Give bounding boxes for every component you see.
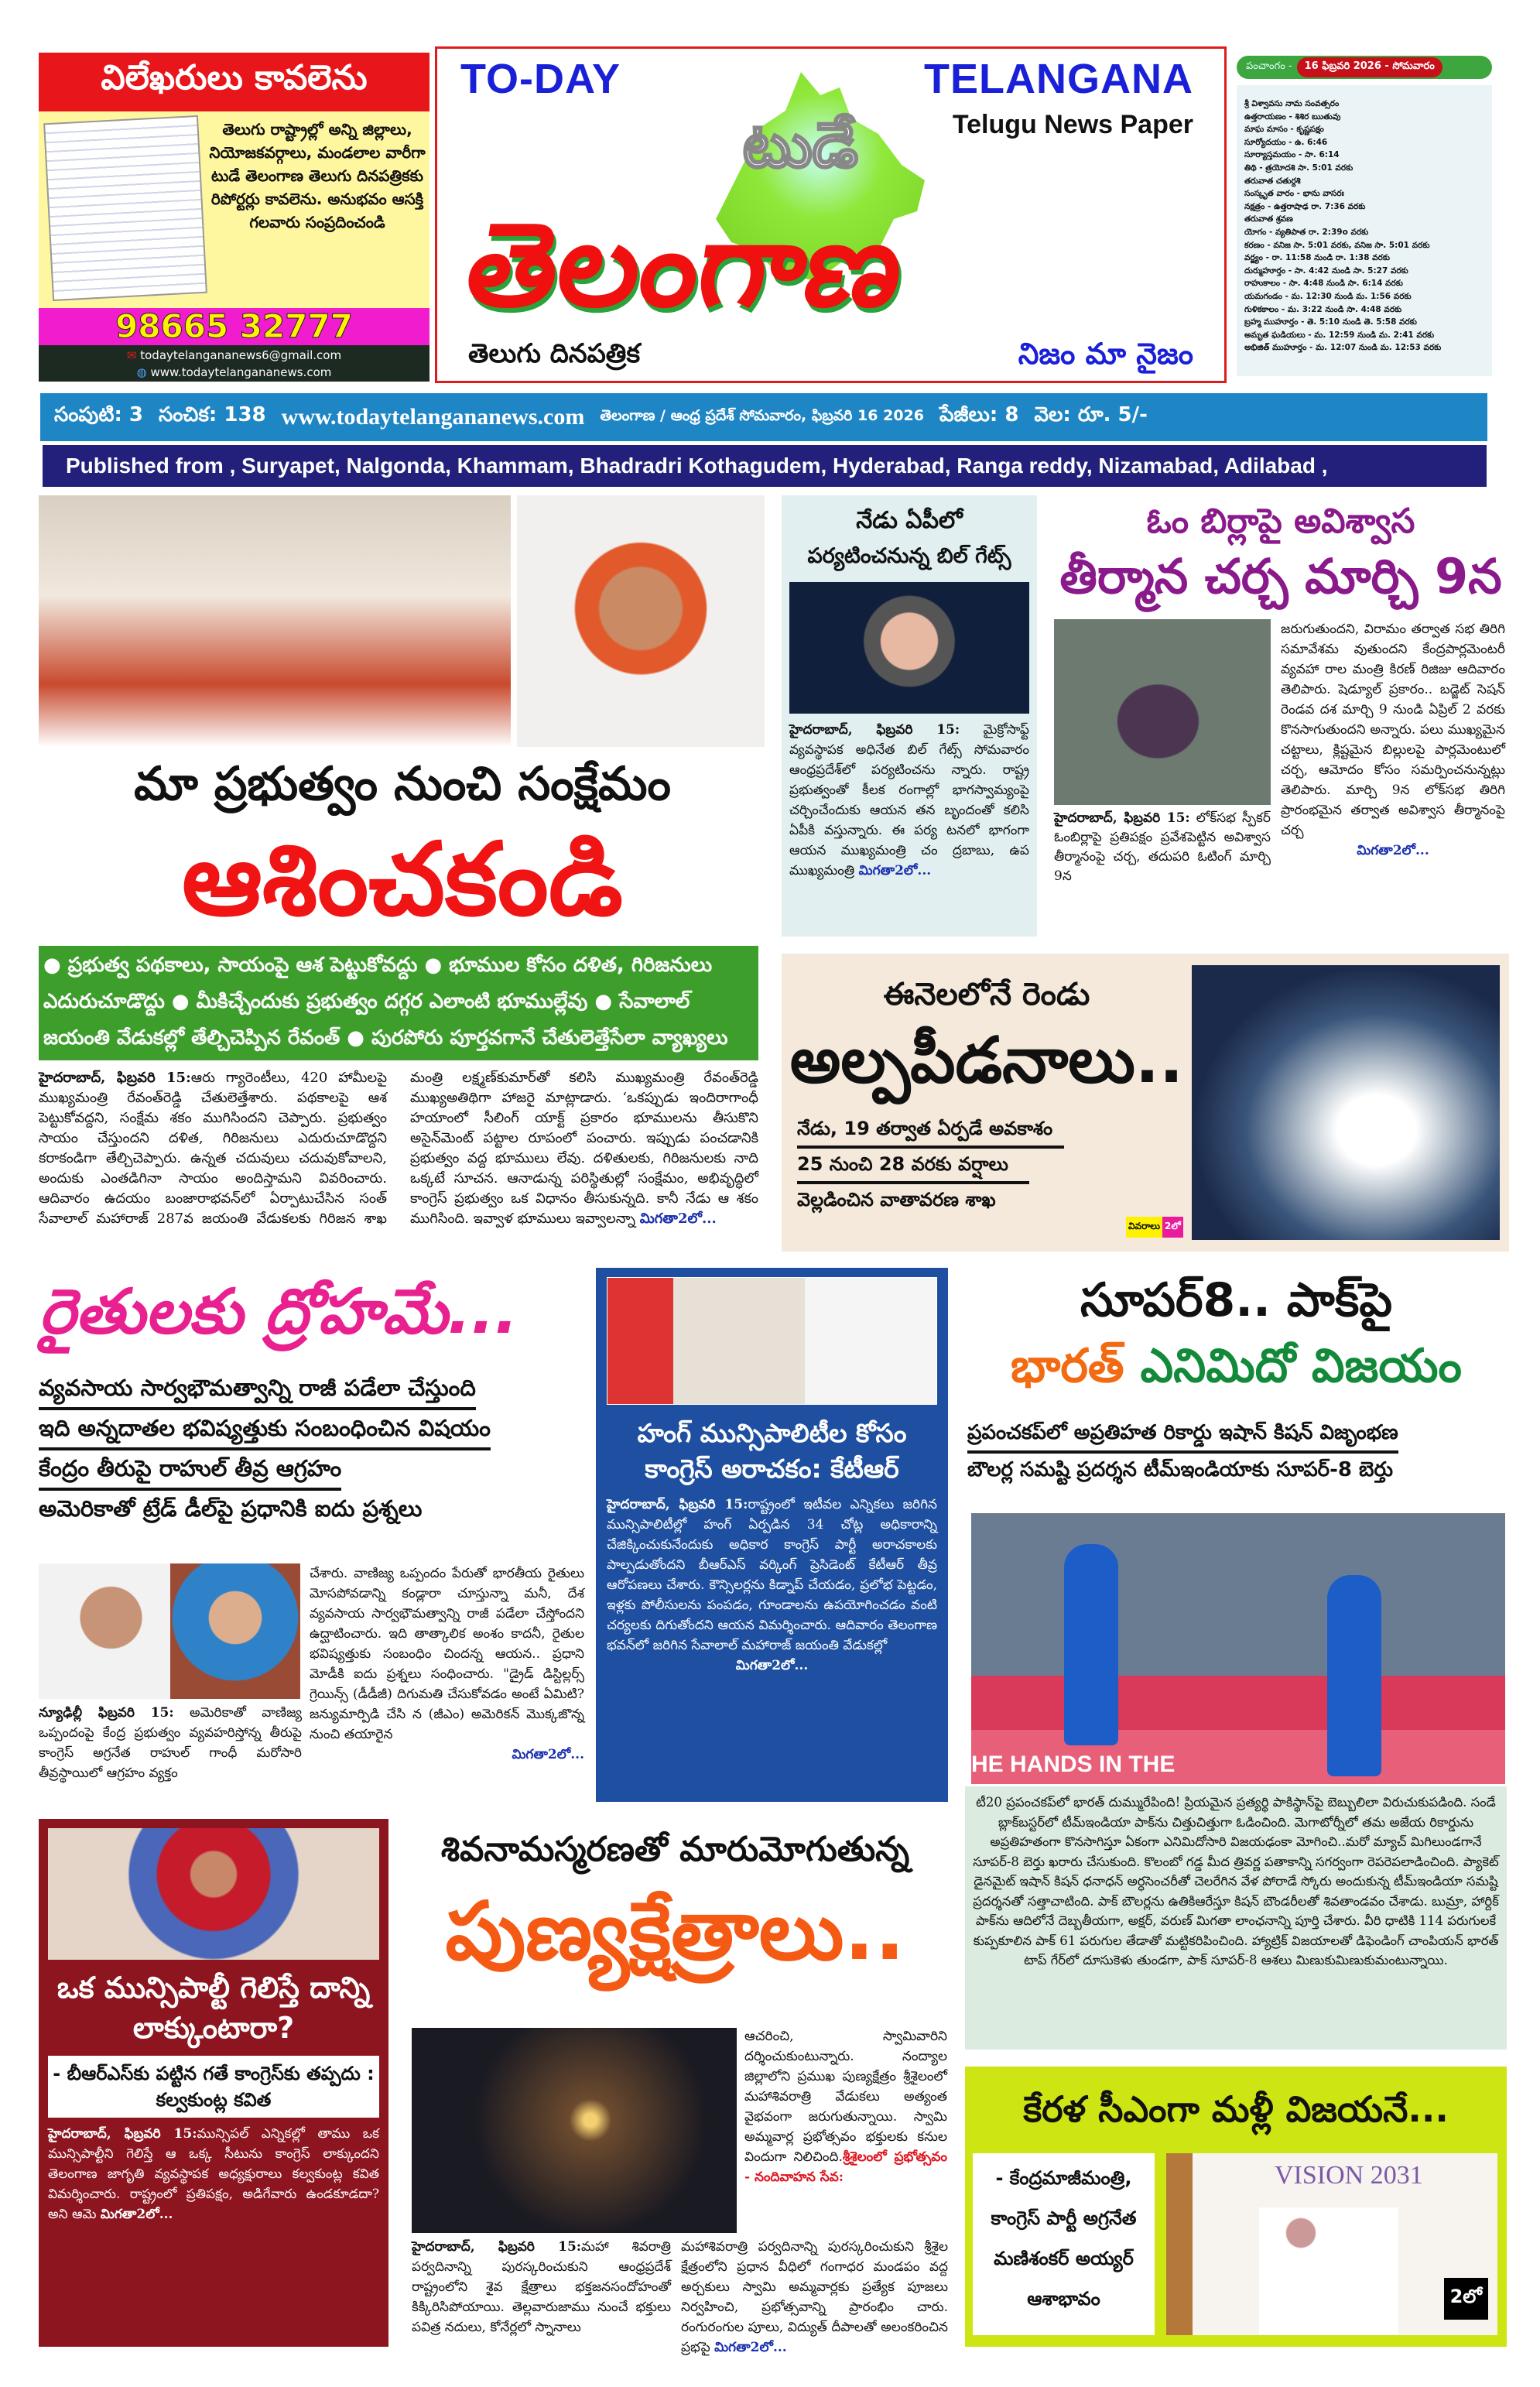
ktr-photo: [607, 1277, 937, 1405]
continued-link[interactable]: మిగతా2లో...: [735, 1658, 809, 1673]
page-count: పేజీలు: 8: [939, 403, 1019, 426]
globe-icon: ◍: [136, 365, 147, 379]
tagline-right: నిజం మా నైజం: [1018, 337, 1193, 371]
website-link[interactable]: www.todaytelangananews.com: [281, 404, 585, 430]
panchangam-line: దుర్ముహూర్తం - సా. 4:42 నుండి సా. 5:27 వరకు: [1244, 265, 1408, 276]
lead-highlights: ● ప్రభుత్వ పథకాలు, సాయంపై ఆశ పెట్టుకోవద్దు ● భూముల కోసం దళిత, గిరిజనులు ఎదురుచూడొద్దు ● మీకిచ్చేందుకు ప్రభుత్వం దగ్గర ఎలాంటి భూముల్లేవు ● సేవాలాల్ జయంతి వేడుకల్లో తేల్చిచెప్పిన రేవంత్ ● పురపోరు పూర్తవగానే చేతులెత్తేసేలా వ్యాఖ్యలు: [39, 946, 758, 1060]
kavitha-body: హైదరాబాద్, ఫిబ్రవరి 15:మున్సిపల్ ఎన్నికల్లో తాము ఒక మున్సిపాల్టీని గెలిస్తే ఆ ఒక్క సీటును కాంగ్రెస్ లాక్కుందని తెలంగాణ జాగృతి వ్యవస్థాపక అధ్యక్షురాలు కల్వకుంట్ల కవిత విమర్శించారు. రాష్ట్రంలో ప్రతిపక్షం, అడిగేవారు ఉండకూడదా? అని ఆమె మిగతా2లో...: [48, 2126, 379, 2222]
people-figure: [1259, 2207, 1398, 2335]
player-figure: [1327, 1575, 1381, 1776]
panchangam-line: యోగం - వ్యతిపాత రా. 2:39o వరకు: [1244, 227, 1369, 237]
farmers-points: వ్యవసాయ సార్వభౌమత్వాన్ని రాజీ పడేలా చేస్తుంది ఇది అన్నదాతల భవిష్యత్తుకు సంబంధించిన విషయం కేంద్రం తీరుపై రాహుల్ తీవ్ర ఆగ్రహం అమెరికాతో ట్రేడ్ డీల్‌పై ప్రధానికి ఐదు ప్రశ్నలు: [39, 1370, 573, 1528]
panchangam-label: పంచాంగం -: [1246, 60, 1292, 72]
shiva-kicker: శివనామస్మరణతో మారుమోగుతున్న: [440, 1830, 910, 1869]
panchangam-line: వర్జ్యం - రా. 11:58 నుండి రా. 1:38 వరకు: [1244, 253, 1390, 263]
panchangam-line: అభిజిత్ ముహూర్తం - మ. 12:07 నుండి మ. 12:53 వరకు: [1244, 343, 1442, 353]
lead-kicker: మా ప్రభుత్వం నుంచి సంక్షేమం: [134, 757, 671, 811]
panchangam-line: గుళికకాలం - మ. 3:22 నుండి సా. 4:48 వరకు: [1244, 304, 1402, 314]
panchangam-date: 16 ఫిబ్రవరి 2026 - సోమవారం: [1297, 57, 1442, 77]
reporters-wanted-ad: [39, 53, 429, 382]
panchangam-line: సూర్యోదయం - ఉ. 6:46: [1244, 137, 1328, 147]
mail-icon: ✉: [126, 348, 137, 362]
continued-link[interactable]: మిగతా2లో...: [100, 2207, 173, 2222]
panchangam-line: కరణం - వనిజ సా. 5:01 వరకు, వనిజ సా. 5:01 వరకు: [1244, 240, 1430, 250]
continued-link[interactable]: మిగతా2లో...: [714, 2340, 787, 2355]
ad-heading: విలేఖరులు కావలెను: [39, 53, 429, 111]
lead-headline: ఆశించకండి: [182, 820, 623, 938]
photo-banner-text: HE HANDS IN THE: [971, 1752, 1176, 1777]
edition-date: తెలంగాణ / ఆంధ్ర ప్రదేశ్ సోమవారం, ఫిబ్రవరి 16 2026: [600, 406, 924, 424]
panchangam-line: తరువాత శ్రవణ: [1244, 214, 1293, 224]
shiva-body-b: ఆచరించి, స్వామివారిని దర్శించుకుంటున్నారు. నంద్యాల జిల్లాలోని ప్రముఖ పుణ్యక్షేత్రం శ్రీశైలంలో మహాశివరాత్రి వేడుకలు అత్యంత వైభవంగా జరుగుతున్నాయి. స్వామి అమ్మవార్ల ప్రభోత్సవం భక్తులకు కనుల విందుగా నిలిచింది.శ్రీశైలంలో ప్రభోత్సవం - నందివాహన సేవ:: [744, 2029, 947, 2185]
farmers-headline: రైతులకు ద్రోహమే...: [39, 1276, 518, 1348]
panchangam: [1237, 56, 1492, 381]
logo-telangana: తెలంగాణ: [458, 198, 912, 333]
lead-photo-revanth: [517, 495, 765, 747]
title-today: TO-DAY: [460, 56, 621, 102]
ktr-story: [596, 1268, 948, 1802]
ad-email[interactable]: todaytelangananews6@gmail.com: [140, 348, 342, 362]
tagline-left: తెలుగు దినపత్రిక: [468, 338, 641, 369]
cricket-points: ప్రపంచకప్‌లో అప్రతిహత రికార్డు ఇషాన్ కిషన్ విజృంభణ బౌలర్ల సమష్టి ప్రదర్శన టీమ్ఇండియాకు సూపర్-8 బెర్తు: [967, 1416, 1501, 1488]
cricket-body: టీ20 ప్రపంచకప్‌లో భారత్ దుమ్మురేపింది! ప్రియమైన ప్రత్యర్థి పాకిస్థాన్‌పై బెబ్బులిలా విరుచుకుపడింది. సండే బ్లాక్‌బస్టర్‌లో టీమ్ఇండియా పాక్‌ను చిత్తుచిత్తుగా ఓడించింది. మెగాటోర్నీలో తమ అజేయ రికార్డును అప్రతిహతంగా కొనసాగిస్తూ ఏకంగా ఎనిమిదోసారి విజయఢంకా మోగించి..మరో మ్యాచ్ మిగిలుండగానే సూపర్-8 బెర్తు ఖరారు చేసుకుంది. కొలంబో గడ్డ మీద త్రివర్ణ పతాకాన్ని సగర్వంగా రెపరెపలాడించింది. ప్యాకెట్ డైనమైట్ ఇషాన్ కిషన్ ధనాధన్ అర్ధసెంచరీతో చెలరేగిన వేళ పోరాడే స్కోరు అందుకున్న టీమ్ఇండియా సమష్టి ప్రదర్శనతో సత్తాచాటింది. పాక్ బౌలర్లను ఉతికిఆరేస్తూ కిషన్ బౌండరీలతో శివతాండవం చేశాడు. బుమ్రా, హార్దిక్ పాక్‌ను ఆదిలోనే దెబ్బతీయగా, అక్షర్, వరుణ్ మిగతా లాంఛనాన్ని పూర్తి చేశారు. వీరి ధాటికి 114 పరుగులకే కుప్పకూలిన పాక్ 61 పరుగుల తేడాతో మట్టికరిపించింది. హ్యాట్రిక్ విజయాలతో డిఫెండింగ్ చాంపియన్ భారత్ టాప్ గేర్‌లో దూసుకెళు తుండగా, పాక్ సూపర్-8 ఆశలు మిణుకుమిణుకుమంటున్నాయి.: [965, 1786, 1507, 2050]
temple-crowd-photo: [412, 2028, 737, 2233]
headline: నేడు ఏపీలో పర్యటించనున్న బిల్ గేట్స్: [807, 507, 1011, 568]
kerala-story: [965, 2067, 1507, 2347]
continued-link[interactable]: మిగతా2లో...: [858, 863, 932, 878]
kerala-headline: కేరళ సీఎంగా మళ్లీ విజయనే...: [1023, 2088, 1449, 2130]
newspaper-thumbnail: [43, 115, 207, 301]
farmers-body-a: న్యూఢిల్లీ ఫిబ్రవరి 15: అమెరికాతో వాణిజ్య ఒప్పందంపై కేంద్ర ప్రభుత్వం వ్యవహరిస్తోన్న తీరుపై కాంగ్రెస్ అగ్రనేత రాహుల్ గాంధీ మరోసారి తీవ్రస్థాయిలో ఆగ్రహం వ్యక్తం: [39, 1705, 302, 1781]
om-birla-headline: ఓం బిర్లాపై అవిశ్వాస తీర్మాన చర్చ మార్చి 9న: [1059, 502, 1502, 604]
kavitha-photo: [48, 1828, 379, 1960]
panchangam-line: తిథి - త్రయోదశి సా. 5:01 వరకు: [1244, 163, 1353, 173]
article-text: ఆరు గ్యారెంటీలు, 420 హామీలపై ముఖ్యమంత్రి రేవంత్‌రెడ్డి చేతులెత్తేశారు. పథకాలపై ఆశ పెట్టుకోవద్దని, సంక్షేమ శకం ముగిసిందని చెప్పారు. ప్రభుత్వం సాయం చేస్తుందని దళిత, గిరిజనులు ఎదురుచూడొద్దని కరాకండిగా తేల్చిచెప్పారు. ఉన్నత చదువులు చదువుకోవాలని, అందుకు ఎంతడిగినా సాయం అందిస్తామని వివరించారు. ఆదివారం ఉదయం బంజారాభవన్‌లో ఏర్పాటుచేసిన సంత్ సేవాలాల్ మహారాజ్ 287వ జయంతి వేడుకలకు గిరిజన శాఖ మంత్రి లక్ష్మణ్‌కుమార్‌తో కలిసి ముఖ్యమంత్రి రేవంత్‌రెడ్డి ముఖ్యఅతిథిగా హాజరై మాట్లాడారు. ‘ఒకప్పుడు ఇందిరాగాంధీ హయాంలో సీలింగ్ యాక్ట్ ప్రకారం భూములను తీసుకొని అసైన్‌మెంట్ పట్టాల రూపంలో పంచారు. ఇప్పుడు పంచడానికి ప్రభుత్వం వద్ద భూములు లేవు. దళితులకు, గిరిజనులకు నాది ఒక్కటే సూచన. ఆనాడున్న పరిస్థితుల్లో సంక్షేమం, అభివృద్ధిలో కాంగ్రెస్ ప్రభుత్వం ఒక విధానం తీసుకున్నది. కానీ నేడు ఆ శకం ముగిసింది. ఇవ్వాళ భూములు ఇవ్వాలన్నా: [39, 1070, 758, 1227]
price: వెల: రూ. 5/-: [1034, 403, 1148, 426]
modi-photo: [170, 1563, 300, 1699]
masthead: [435, 46, 1227, 383]
weather-headline: అల్పపీడనాలు..: [789, 1024, 1184, 1098]
weather-points: నేడు, 19 తర్వాత ఏర్పడే అవకాశం 25 నుంచి 28 వరకు వర్షాలు వెల్లడించిన వాతావరణ శాఖ: [797, 1113, 1064, 1217]
photo-banner-text: VISION 2031: [1275, 2161, 1423, 2190]
weather-kicker: ఈనెలలోనే రెండు: [883, 977, 1090, 1012]
cricket-headline: సూపర్8.. పాక్‌పై భారత్ ఎనిమిదో విజయం: [1011, 1273, 1462, 1393]
rahul-gandhi-photo: [39, 1563, 170, 1699]
volume: సంపుటి: 3: [54, 403, 143, 426]
ad-phone[interactable]: 98665 32777: [39, 308, 429, 345]
shiva-body-c: మహాశివరాత్రి పర్వదినాన్ని పురస్కరించుకుని శ్రీశైల క్షేత్రంలోని ప్రధాన వీధిలో గంగాధర మండపం వద్ద అర్చకులు స్వామి అమ్మవార్లకు ప్రత్యేక పూజలు నిర్వహించి, ప్రభోత్సవాన్ని ప్రారంభిం చారు. రంగురంగుల పూలు, విద్యుత్ దీపాలతో అలంకరించిన ప్రభపై మిగతా2లో...: [681, 2239, 948, 2355]
kavitha-story: [39, 1819, 388, 2347]
birla-body-a: హైదరాబాద్, ఫిబ్రవరి 15: లోక్‌సభ స్పీకర్ ఓంబిర్లాపై ప్రతిపక్షం ప్రవేశపెట్టిన అవిశ్వాస తీర్మానంపై చర్చ, తదుపరి ఓటింగ్ మార్చి 9న: [1054, 810, 1271, 884]
ad-website[interactable]: www.todaytelangananews.com: [150, 365, 332, 379]
player-figure: [1064, 1544, 1118, 1745]
continued-link[interactable]: మిగతా2లో...: [639, 1211, 717, 1227]
panchangam-line: తరువాత చతుర్దశి: [1244, 176, 1301, 186]
panchangam-line: అమృత ఘడియలు - మ. 12:59 నుండి మ. 2:41 వరకు: [1244, 330, 1435, 340]
weather-story: [782, 954, 1509, 1252]
issue-info-bar: [40, 393, 1487, 441]
issue-number: సంచిక: 138: [159, 403, 266, 426]
gates-body: హైదరాబాద్, ఫిబ్రవరి 15: మైక్రోసాఫ్ట్ వ్యవస్థాపక అధినేత బిల్ గేట్స్ సోమవారం ఆంధ్రప్రదేశ్‌లో పర్యటించను న్నారు. రాష్ట్ర ప్రభుత్వంతో కీలక రంగాల్లో భాగస్వామ్యంపై చర్చించేందుకు ఆయన తన బృందంతో కలిసి ఏపీకి వస్తున్నారు. ఈ పర్య టనలో భాగంగా ఆయన ముఖ్యమంత్రి చం ద్రబాబు, ఉప ముఖ్యమంత్రి మిగతా2లో...: [789, 722, 1029, 878]
lead-photo-ceremony: [39, 495, 511, 747]
page-two-badge[interactable]: 2లో: [1444, 2278, 1488, 2320]
panchangam-line: యమగండం - మ. 12:30 నుండి మ. 1:56 వరకు: [1244, 291, 1412, 301]
panchangam-list: [1237, 85, 1492, 376]
shiva-headline: పుణ్యక్షేత్రాలు..: [445, 1884, 905, 1978]
kavitha-subhead: - బీఆర్ఎస్‌కు పట్టిన గతే కాంగ్రెస్‌కు తప్పదు : కల్వకుంట్ల కవిత: [48, 2056, 379, 2118]
kerala-photo: [1166, 2153, 1497, 2335]
farmers-body-b: చేశారు. వాణిజ్య ఒప్పందం పేరుతో భారతీయ రైతులు మోసపోవడాన్ని కండ్లారా చూస్తున్నా మనీ, దేశ వ్యవసాయ సార్వభౌమత్వాన్ని రాజీ పడేలా చేస్తోందని ఉద్ఘాటించారు. ఇది తాత్కాలిక అంశం కాదనీ, రైతుల భవిష్యత్తుకు సంబంధిం చిందన్న ఆయన.. ప్రధాని మోడీకి ఐదు ప్రశ్నలు సంధించారు. "డ్రైడ్ డిస్టిల్లర్స్ గ్రెయిన్స్ (డీడీజీ) దిగుమతి చేసుకోవడం అంటే ఏమిటి? జన్యుమార్పిడి చేసి న (జీఎం) అమెరికన్ మొక్కజొన్న నుంచి తయారైన మిగతా2లో...: [310, 1563, 584, 1765]
om-birla-photo: [1054, 619, 1271, 805]
panchangam-line: రాహుకాలం - సా. 4:48 నుండి సా. 6:14 వరకు: [1244, 279, 1403, 289]
dateline: హైదరాబాద్, ఫిబ్రవరి 15:: [39, 1070, 191, 1086]
ad-text: తెలుగు రాష్ట్రాల్లో అన్ని జిల్లాలు, నియోజకవర్గాలు, మండలాల వారీగా టుడే తెలంగాణ తెలుగు దినపత్రికకు రిపోర్టర్లు కావలెను. అనుభవం ఆసక్తి గలవారు సంప్రదించండి: [209, 120, 426, 231]
panchangam-line: సంస్కృత వారం - భాను వాసరః: [1244, 189, 1344, 199]
shiva-body-a: హైదరాబాద్, ఫిబ్రవరి 15:మహా శివరాత్రి పర్వదినాన్ని పురస్కరించుకుని ఆంధ్రప్రదేశ్ రాష్ట్రంలోని శైవ క్షేత్రాలు భక్తజనసందోహంతో కిక్కిరిసిపోయాయి. తెల్లవారుజాము నుంచే భక్తులు పవిత్ర నదులు, కోనేర్లలో స్నానాలు: [412, 2239, 671, 2335]
bill-gates-photo: [789, 582, 1029, 714]
panchangam-line: మాఘ మాసం - కృష్ణపక్షం: [1244, 125, 1324, 135]
panchangam-line: సూర్యాస్తమయం - సా. 6:14: [1244, 150, 1340, 160]
panchangam-line: నక్షత్రం - ఉత్తరాషాఢ రా. 7:36 వరకు: [1244, 201, 1366, 211]
panchangam-line: శ్రీ విశ్వావసు నామ సంవత్సరం: [1244, 99, 1340, 108]
cyclone-satellite-photo: [1192, 965, 1500, 1240]
continued-link[interactable]: మిగతా2లో...: [512, 1747, 584, 1762]
subtitle: Telugu News Paper: [952, 110, 1193, 139]
kerala-quote: - కేంద్రమాజీమంత్రి, కాంగ్రెస్ పార్టీ అగ్రనేత మణిశంకర్ అయ్యర్ ఆశాభావం: [973, 2153, 1155, 2335]
lead-body: [39, 1068, 758, 1229]
panchangam-line: ఉత్తరాయణం - శిశిర ఋతువు: [1244, 111, 1341, 122]
details-badge[interactable]: వివరాలు 2లో: [1126, 1217, 1183, 1238]
ktr-body: హైదరాబాద్, ఫిబ్రవరి 15:రాష్ట్రంలో ఇటీవల ఎన్నికలు జరిగిన మున్సిపాలిటీల్లో హంగ్ ఏర్పడిన 34 చోట్ల అధికారాన్ని చేజిక్కించుకునేందుకు అధికార కాంగ్రెస్ పార్టీ అరాచకాలకు పాల్పడుతోందని బీఆర్ఎస్ వర్కింగ్ ప్రెసిడెంట్ కేటీఆర్ తీవ్ర ఆరోపణలు చేశారు. కౌన్సిలర్లను కిడ్నాప్ చేయడం, ప్రలోభ పెట్టడం, ఇళ్లకు పోలీసులను పంపడం, గూండాలను ఉపయోగించడం వంటి చర్యలకు దిగుతోందని ఆయన విమర్శించారు. ఆదివారం తెలంగాణ భవన్‌లో జరిగిన సేవాలాల్ మహారాజ్ జయంతి వేడుకల్లో మిగతా2లో...: [607, 1495, 937, 1676]
panchangam-line: బ్రహ్మ ముహూర్తం - తె. 5:10 నుండి తె. 5:58 వరకు: [1244, 317, 1417, 327]
birla-body-b: జరుగుతుందని, విరామం తర్వాత సభ తిరిగి సమావేశమ వుతుందని కేంద్రపార్లమెంటరీ వ్యవహా రాల మంత్రి కిరణ్ రిజిజు ఆదివారం తెలిపారు. షెడ్యూల్ ప్రకారం.. బడ్జెట్ సెషన్ రెండవ దశ మార్చి 9 నుండి ఏప్రిల్ 2 వరకు కొనసాగుతుందని అన్నారు. పలు ముఖ్యమైన చట్టాలు, క్లిష్టమైన బిల్లులపై పార్లమెంటులో చర్చ, ఆమోదం కోసం సమర్పించనున్నట్లు తెలిపారు. మార్చి 9న లోక్‌సభ తిరిగి ప్రారంభమైన తర్వాత అవిశ్వాస తీర్మానంపై చర్చ మిగతా2లో...: [1281, 619, 1505, 861]
title-telangana: TELANGANA: [924, 56, 1193, 102]
logo-tude: టుడే: [743, 109, 858, 181]
kavitha-headline: ఒక మున్సిపాల్టీ గెలిస్తే దాన్ని లాక్కుంటారా?: [56, 1971, 371, 2045]
ktr-headline: హంగ్ మున్సిపాలిటీల కోసం కాంగ్రెస్ అరాచకం: కేటీఆర్: [637, 1418, 907, 1484]
bill-gates-story: [782, 495, 1037, 937]
continued-link[interactable]: మిగతా2లో...: [1357, 843, 1429, 858]
cricket-photo: [971, 1513, 1505, 1784]
published-from-bar: Published from , Suryapet, Nalgonda, Khammam, Bhadradri Kothagudem, Hyderabad, Ranga reddy, Nizamabad, Adilabad ,: [43, 445, 1487, 487]
